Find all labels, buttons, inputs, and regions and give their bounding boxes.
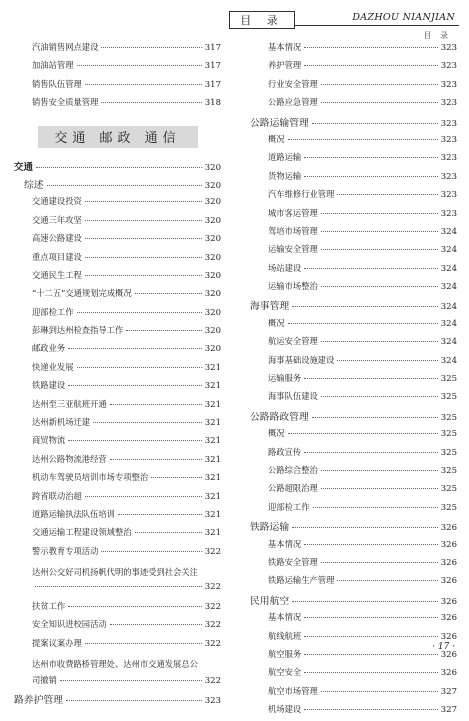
toc-page-number: 320 xyxy=(204,234,221,245)
toc-entry[interactable] xyxy=(250,427,457,445)
toc-page-number: 325 xyxy=(440,447,457,458)
toc-entry-title: 驾培市场管理 xyxy=(268,225,318,236)
dot-leader xyxy=(292,601,438,602)
section-banner xyxy=(14,115,221,159)
toc-entry-title: “十二五”交通规划完成概况 xyxy=(32,288,132,299)
toc-entry[interactable] xyxy=(14,398,221,416)
dot-leader xyxy=(151,477,202,478)
dot-leader xyxy=(110,459,202,460)
toc-page-number: 327 xyxy=(440,705,457,716)
dot-leader xyxy=(292,306,438,307)
dot-leader xyxy=(68,606,202,607)
toc-entry[interactable] xyxy=(14,618,221,636)
toc-page-number: 326 xyxy=(440,613,457,624)
dot-leader xyxy=(85,238,202,239)
toc-entry-title: 销售队伍管理 xyxy=(32,78,82,89)
toc-entry-title: 机动车驾驶员培训市场专项整治 xyxy=(32,472,149,483)
toc-page-number: 320 xyxy=(204,270,221,281)
dot-leader xyxy=(304,709,438,710)
toc-entry[interactable] xyxy=(250,390,457,408)
toc-entry[interactable] xyxy=(250,59,457,77)
toc-entry-continuation[interactable] xyxy=(14,674,221,692)
toc-entry-title: 航空安全 xyxy=(268,667,302,678)
dot-leader xyxy=(66,700,202,701)
dot-leader xyxy=(321,488,438,489)
toc-entry[interactable] xyxy=(14,490,221,508)
toc-page-number: 323 xyxy=(440,98,457,109)
dot-leader xyxy=(321,691,438,692)
toc-entry-title: 迎部检工作 xyxy=(32,306,74,317)
header-title-box xyxy=(229,11,295,29)
dot-leader xyxy=(118,514,202,515)
toc-entry-title: 铁路运输生产管理 xyxy=(268,575,335,586)
toc-entry[interactable] xyxy=(250,133,457,151)
toc-entry[interactable] xyxy=(250,611,457,629)
toc-entry-title: 养护管理 xyxy=(268,60,302,71)
toc-page-number: 324 xyxy=(440,245,457,256)
header-subtitle: 目 录 xyxy=(423,31,451,40)
toc-page-number: 321 xyxy=(204,362,221,373)
toc-page-number: 326 xyxy=(440,596,457,607)
toc-page-number: 324 xyxy=(440,226,457,237)
toc-entry-title: 运输安全管理 xyxy=(268,244,318,255)
toc-heading[interactable] xyxy=(250,519,457,537)
dot-leader xyxy=(47,185,202,186)
toc-entry[interactable] xyxy=(250,574,457,592)
toc-entry[interactable] xyxy=(250,556,457,574)
toc-entry-wrapped-line[interactable]: 达州公交好司机扬帆代明的事迹受到社会关注 xyxy=(32,567,198,578)
toc-page-number: 321 xyxy=(204,399,221,410)
toc-entry-title: 快递业发展 xyxy=(32,361,74,372)
dot-leader xyxy=(304,452,438,453)
dot-leader xyxy=(304,378,438,379)
toc-entry-title: 加油站管理 xyxy=(32,60,74,71)
toc-entry[interactable] xyxy=(250,280,457,298)
toc-page-number: 326 xyxy=(440,576,457,587)
toc-entry-title: 路养护管理 xyxy=(14,694,63,706)
dot-leader xyxy=(337,360,437,361)
toc-page-number: 325 xyxy=(440,392,457,403)
toc-entry[interactable] xyxy=(14,379,221,397)
header-rule xyxy=(294,25,459,26)
toc-entry[interactable] xyxy=(14,600,221,618)
toc-page-number: 320 xyxy=(204,197,221,208)
toc-entry[interactable] xyxy=(250,41,457,59)
dot-leader xyxy=(337,194,437,195)
toc-page-number: 321 xyxy=(204,509,221,520)
toc-entry[interactable] xyxy=(250,648,457,666)
toc-page-number: 326 xyxy=(440,631,457,642)
toc-page-number: 326 xyxy=(440,523,457,534)
dot-leader xyxy=(337,580,437,581)
toc-page-number: 324 xyxy=(440,318,457,329)
toc-heading[interactable] xyxy=(250,593,457,611)
dot-leader xyxy=(85,496,202,497)
dot-leader xyxy=(288,323,438,324)
toc-entry-title: 交通建设投资 xyxy=(32,196,82,207)
dot-leader xyxy=(126,330,201,331)
dot-leader xyxy=(110,404,202,405)
toc-entry-title: 海事基础设施建设 xyxy=(268,354,335,365)
toc-page-number: 324 xyxy=(440,302,457,313)
toc-page-number: 323 xyxy=(204,695,221,706)
toc-entry[interactable] xyxy=(250,538,457,556)
toc-entry[interactable] xyxy=(14,637,221,655)
toc-page-number: 324 xyxy=(440,282,457,293)
toc-entry-title: 基本情况 xyxy=(268,612,302,623)
toc-entry[interactable] xyxy=(250,243,457,261)
toc-page-number: 321 xyxy=(204,436,221,447)
toc-entry-title: 场站建设 xyxy=(268,262,302,273)
toc-entry-title: 公路超限治理 xyxy=(268,483,318,494)
left-column xyxy=(14,41,221,710)
dot-leader xyxy=(304,176,438,177)
toc-page-number: 317 xyxy=(204,61,221,72)
toc-entry-title: 司撤销 xyxy=(32,674,57,685)
toc-entry[interactable] xyxy=(250,630,457,648)
toc-entry[interactable] xyxy=(250,225,457,243)
dot-leader xyxy=(321,249,438,250)
toc-page-number: 320 xyxy=(204,180,221,191)
toc-entry[interactable] xyxy=(250,501,457,519)
toc-entry-title: 运输服务 xyxy=(268,373,302,384)
toc-page-number: 323 xyxy=(440,171,457,182)
toc-page-number: 322 xyxy=(204,638,221,649)
toc-entry-continuation[interactable] xyxy=(14,582,221,600)
toc-entry[interactable] xyxy=(250,207,457,225)
dot-leader xyxy=(85,257,202,258)
toc-page-number: 326 xyxy=(440,668,457,679)
dot-leader xyxy=(292,527,438,528)
toc-entry-title: 公路综合整治 xyxy=(268,464,318,475)
toc-heading-main[interactable] xyxy=(14,159,221,177)
toc-page-number: 327 xyxy=(440,686,457,697)
toc-page-number: 323 xyxy=(440,118,457,129)
toc-entry-title: 货物运输 xyxy=(268,170,302,181)
dot-leader xyxy=(68,440,202,441)
toc-page-number: 325 xyxy=(440,374,457,385)
dot-leader xyxy=(321,562,438,563)
toc-entry[interactable] xyxy=(14,471,221,489)
dot-leader xyxy=(321,84,438,85)
toc-page-number: 325 xyxy=(440,429,457,440)
toc-page-number: 317 xyxy=(204,43,221,53)
toc-entry-title: 交通 xyxy=(14,161,34,173)
dot-leader xyxy=(313,507,438,508)
dot-leader xyxy=(304,672,438,673)
dot-leader xyxy=(36,167,202,168)
dot-leader xyxy=(304,65,438,66)
toc-page-number: 320 xyxy=(204,307,221,318)
toc-entry-title: 行业安全管理 xyxy=(268,78,318,89)
toc-entry[interactable] xyxy=(14,361,221,379)
toc-page-number: 324 xyxy=(440,337,457,348)
toc-entry[interactable] xyxy=(250,666,457,684)
toc-entry-title: 重点项目建设 xyxy=(32,251,82,262)
toc-page-number: 324 xyxy=(440,263,457,274)
toc-entry[interactable] xyxy=(14,342,221,360)
dot-leader xyxy=(101,102,201,103)
toc-entry-title: 概况 xyxy=(268,133,285,144)
toc-page-number: 326 xyxy=(440,649,457,660)
toc-entry[interactable] xyxy=(14,434,221,452)
toc-entry[interactable] xyxy=(14,41,221,59)
toc-entry-title: 概况 xyxy=(268,317,285,328)
toc-entry-title: 彭琳到达州检查指导工作 xyxy=(32,325,124,336)
dot-leader xyxy=(312,417,438,418)
toc-page-number: 321 xyxy=(204,491,221,502)
dot-leader xyxy=(85,643,202,644)
dot-leader xyxy=(68,385,202,386)
toc-entry-title: 达州公路物流港经营 xyxy=(32,453,107,464)
toc-entry[interactable] xyxy=(250,482,457,500)
toc-page-number: 322 xyxy=(204,581,221,592)
toc-entry-title: 警示教育专项活动 xyxy=(32,545,99,556)
toc-page-number: 323 xyxy=(440,61,457,72)
toc-entry-title: 铁路安全管理 xyxy=(268,556,318,567)
toc-page-number: 325 xyxy=(440,484,457,495)
toc-entry[interactable] xyxy=(250,335,457,353)
toc-entry-title: 提案议案办理 xyxy=(32,637,82,648)
toc-page-number: 320 xyxy=(204,215,221,226)
toc-entry-title: 汽油销售网点建设 xyxy=(32,42,99,52)
toc-page-number: 321 xyxy=(204,381,221,392)
dot-leader xyxy=(60,680,202,681)
dot-leader xyxy=(110,624,202,625)
toc-entry-title: 机场建设 xyxy=(268,704,302,715)
toc-entry[interactable] xyxy=(14,453,221,471)
toc-entry[interactable] xyxy=(14,526,221,544)
dot-leader xyxy=(304,47,438,48)
toc-entry-title: 航线航班 xyxy=(268,630,302,641)
toc-page-number: 320 xyxy=(204,344,221,355)
toc-entry-title: 航空服务 xyxy=(268,648,302,659)
toc-entry-title: 道路运输 xyxy=(268,152,302,163)
toc-page-number: 325 xyxy=(440,465,457,476)
dot-leader xyxy=(85,220,202,221)
toc-entry-title: 道路运输执法队伍培训 xyxy=(32,508,115,519)
toc-entry-title: 运输市场整治 xyxy=(268,281,318,292)
toc-entry-title: 销售安全质量管理 xyxy=(32,97,99,108)
toc-entry-title: 达州新机场迁建 xyxy=(32,417,91,428)
dot-leader xyxy=(85,275,202,276)
toc-entry[interactable] xyxy=(250,446,457,464)
toc-entry-title: 扶贫工作 xyxy=(32,600,66,611)
toc-page-number: 323 xyxy=(440,208,457,219)
toc-entry-title: 交通三年攻坚 xyxy=(32,214,82,225)
toc-entry[interactable] xyxy=(14,287,221,305)
toc-entry-title: 基本情况 xyxy=(268,42,302,52)
toc-entry-title: 邮政业务 xyxy=(32,343,66,354)
toc-entry[interactable] xyxy=(250,354,457,372)
toc-page-number: 321 xyxy=(204,528,221,539)
toc-entry-title: 综述 xyxy=(24,179,44,191)
toc-entry-title: 海事管理 xyxy=(250,301,290,313)
dot-leader xyxy=(288,433,438,434)
toc-page-number: 320 xyxy=(204,162,221,173)
toc-page-number: 323 xyxy=(440,134,457,145)
toc-heading[interactable] xyxy=(250,115,457,133)
right-column xyxy=(250,41,457,721)
toc-entry[interactable] xyxy=(14,214,221,232)
toc-page-number: 318 xyxy=(204,98,221,109)
dot-leader xyxy=(321,213,438,214)
dot-leader xyxy=(77,65,202,66)
toc-entry-title: 民用航空 xyxy=(250,595,290,607)
dot-leader xyxy=(93,422,202,423)
dot-leader xyxy=(312,123,438,124)
toc-page-number: 322 xyxy=(204,620,221,631)
toc-entry[interactable] xyxy=(14,96,221,114)
dot-leader xyxy=(304,636,438,637)
toc-page-number: 323 xyxy=(440,79,457,90)
toc-entry-title: 公路应急管理 xyxy=(268,97,318,108)
toc-entry[interactable] xyxy=(14,324,221,342)
toc-page-number: 323 xyxy=(440,190,457,201)
toc-entry-title: 海事队伍建设 xyxy=(268,391,318,402)
toc-page-number: 322 xyxy=(204,546,221,557)
toc-entry-title: 路政宣传 xyxy=(268,446,302,457)
toc-entry-title: 铁路建设 xyxy=(32,380,66,391)
toc-page-number: 324 xyxy=(440,355,457,366)
toc-entry[interactable] xyxy=(14,59,221,77)
header-english-title: DAZHOU NIANJIAN xyxy=(352,12,455,23)
toc-entry[interactable] xyxy=(14,416,221,434)
toc-entry[interactable] xyxy=(250,685,457,703)
toc-entry-title: 交通民生工程 xyxy=(32,269,82,280)
dot-leader xyxy=(321,341,438,342)
toc-page-number: 320 xyxy=(204,326,221,337)
toc-entry[interactable] xyxy=(250,151,457,169)
toc-entry[interactable] xyxy=(14,545,221,563)
toc-entry[interactable] xyxy=(250,170,457,188)
toc-entry-title: 航空市场管理 xyxy=(268,685,318,696)
toc-page-number: 326 xyxy=(440,539,457,550)
dot-leader xyxy=(321,470,438,471)
dot-leader xyxy=(77,312,202,313)
dot-leader xyxy=(85,201,202,202)
toc-entry[interactable] xyxy=(14,508,221,526)
toc-entry-title: 安全知识进校园活动 xyxy=(32,619,107,630)
toc-entry-title: 商贸物流 xyxy=(32,435,66,446)
dot-leader xyxy=(304,544,438,545)
dot-leader xyxy=(321,286,438,287)
toc-entry-title: 基本情况 xyxy=(268,538,302,549)
toc-page-number: 322 xyxy=(204,601,221,612)
dot-leader xyxy=(101,47,201,48)
section-title: 交通 邮政 通信 xyxy=(38,126,198,148)
toc-heading-summary[interactable] xyxy=(14,177,221,195)
dot-leader xyxy=(77,367,202,368)
toc-entry-title: 公路运输管理 xyxy=(250,117,309,129)
dot-leader xyxy=(68,348,202,349)
page-number: · 17 · xyxy=(432,642,455,652)
dot-leader xyxy=(101,551,201,552)
toc-entry-title: 城市客运管理 xyxy=(268,207,318,218)
dot-leader xyxy=(288,139,438,140)
toc-page-number: 320 xyxy=(204,289,221,300)
toc-page-number: 325 xyxy=(440,502,457,513)
toc-entry-title: 跨省联动治超 xyxy=(32,490,82,501)
toc-page-number: 325 xyxy=(440,412,457,423)
dot-leader xyxy=(321,396,438,397)
toc-entry[interactable] xyxy=(250,188,457,206)
toc-entry-title: 交通运输工程建设领域整治 xyxy=(32,527,132,538)
dot-leader xyxy=(85,84,202,85)
toc-heading[interactable] xyxy=(250,298,457,316)
toc-page-number: 320 xyxy=(204,252,221,263)
toc-entry[interactable] xyxy=(250,464,457,482)
toc-entry[interactable] xyxy=(14,78,221,96)
dot-leader xyxy=(304,157,438,158)
toc-entry-title: 达州至三亚航班开通 xyxy=(32,398,107,409)
toc-heading[interactable] xyxy=(250,409,457,427)
toc-page-number: 321 xyxy=(204,418,221,429)
dot-leader xyxy=(304,268,438,269)
toc-page-number: 326 xyxy=(440,557,457,568)
toc-page-number: 323 xyxy=(440,153,457,164)
toc-entry[interactable] xyxy=(250,372,457,390)
toc-entry-title: 公路路政管理 xyxy=(250,411,309,423)
toc-heading[interactable] xyxy=(14,692,221,710)
toc-entry-wrapped-line[interactable]: 达州市收费路桥管理处、达州市交通发展总公 xyxy=(32,659,198,670)
toc-entry[interactable] xyxy=(14,251,221,269)
toc-entry-title: 铁路运输 xyxy=(250,522,290,534)
header-title: 目 录 xyxy=(240,14,284,27)
dot-leader xyxy=(35,586,202,587)
dot-leader xyxy=(135,532,202,533)
toc-page-number: 323 xyxy=(440,43,457,53)
toc-entry[interactable] xyxy=(250,78,457,96)
dot-leader xyxy=(321,231,438,232)
toc-page-number: 317 xyxy=(204,79,221,90)
toc-entry-title: 汽车维修行业管理 xyxy=(268,189,335,200)
dot-leader xyxy=(304,654,438,655)
dot-leader xyxy=(135,293,202,294)
dot-leader xyxy=(321,102,438,103)
toc-page-number: 322 xyxy=(204,675,221,686)
dot-leader xyxy=(304,617,438,618)
toc-entry[interactable] xyxy=(250,703,457,721)
toc-entry[interactable] xyxy=(250,96,457,114)
toc-entry[interactable] xyxy=(14,195,221,213)
toc-entry-title: 迎部检工作 xyxy=(268,501,310,512)
toc-entry[interactable] xyxy=(14,306,221,324)
toc-entry[interactable] xyxy=(14,232,221,250)
toc-entry[interactable] xyxy=(250,262,457,280)
toc-page-number: 321 xyxy=(204,473,221,484)
toc-entry[interactable] xyxy=(14,269,221,287)
toc-entry-title: 航运安全管理 xyxy=(268,336,318,347)
toc-entry[interactable] xyxy=(250,317,457,335)
toc-entry-title: 高速公路建设 xyxy=(32,233,82,244)
toc-page-number: 321 xyxy=(204,454,221,465)
toc-entry-title: 概况 xyxy=(268,428,285,439)
